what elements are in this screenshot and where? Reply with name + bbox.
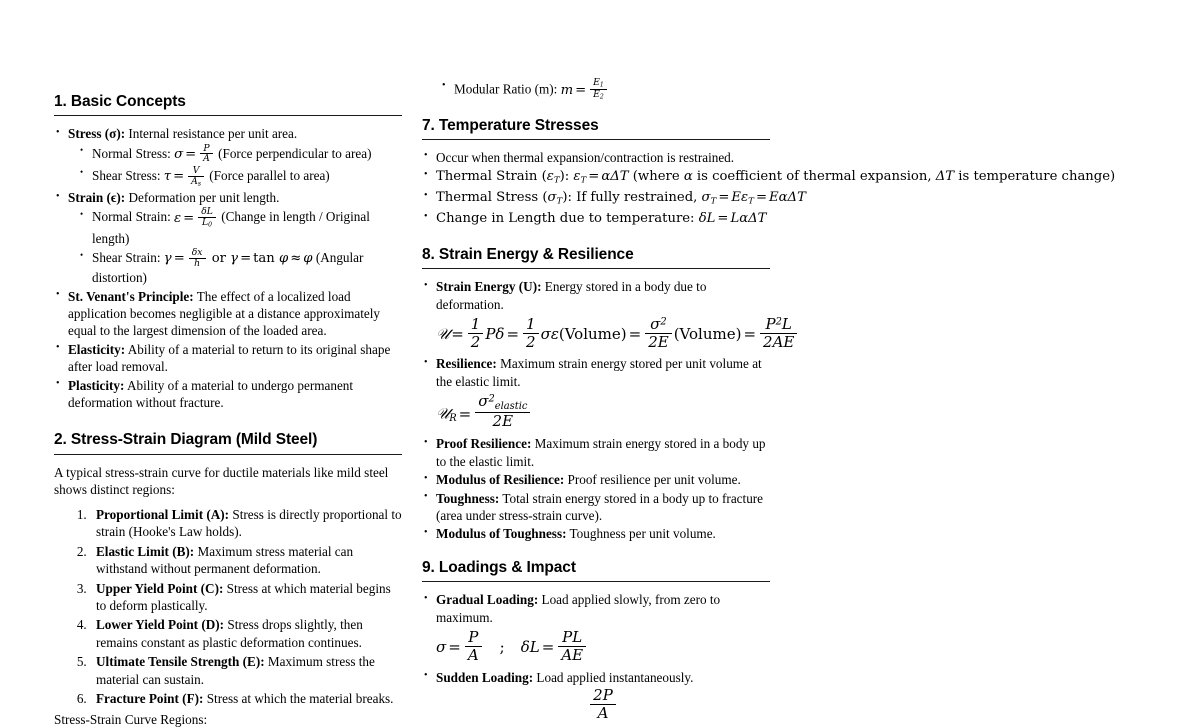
list-item [422,471,770,488]
region-text: Maximum stress the material can sustain. [96,654,375,687]
continued-list-from-previous-page [422,78,770,102]
resilience-term: Resilience: [436,356,497,372]
heading-rule [422,139,770,140]
modulus-resilience-term: Modulus of Resilience: [436,472,565,488]
region-term: Elastic Limit (B): [96,543,195,559]
loadings-impact-list [422,591,770,722]
section-heading-strain-energy: 8. Strain Energy & Resilience [422,245,634,263]
region-text: Stress is directly proportional to strain (Hooke's Law holds). [96,506,402,540]
section-heading-loadings-impact: 9. Loadings & Impact [422,558,576,576]
list-item [90,543,402,578]
list-item [422,435,770,470]
list-item [54,288,402,340]
stress-strain-intro: A typical stress-strain curve for ductile materials like mild steel shows distinct regions: [54,464,389,498]
list-item [54,125,402,188]
normal-stress-formula: σ = $\frac{P}{A}$ [174,147,215,162]
strain-energy-list [422,278,795,543]
region-term: Proportional Limit (A): [96,506,230,522]
strain-energy-text: Energy stored in a body due to deformation. [436,279,707,312]
basic-concepts-list [54,125,402,411]
list-item [440,78,770,102]
normal-stress-label: Normal Stress: [92,145,175,161]
modulus-resilience-text: Proof resilience per unit volume. [564,472,741,488]
list-item [422,167,1116,187]
gradual-loading-formula: σ = $\frac{P}{A}$ ; δL = $\frac{PL}{AE}$ [436,630,770,664]
section-heading-temperature-stresses: 7. Temperature Stresses [422,116,599,134]
term-elasticity-text: Ability of a material to return to its original shape after load removal. [68,341,391,375]
term-stress: Stress (σ): [68,126,126,142]
shear-stress-label: Shear Stress: [92,168,164,183]
right-column [422,77,1116,722]
toughness-text: Total strain energy stored in a body up to fracture (area under stress-strain curve). [436,490,764,523]
term-stress-text: Internal resistance per unit area. [125,126,298,142]
list-item [54,341,402,376]
shear-stress-formula: τ = $\frac{V}{A_s}$ [164,169,206,184]
gradual-loading-term: Gradual Loading: [436,592,539,608]
list-item [422,278,795,351]
term-st-venant: St. Venant's Principle: [68,288,194,304]
list-item [422,525,770,542]
strain-sublist [68,207,402,286]
thermal-stress-inline: Thermal Stress $(\sigma_T)$: If fully restrained, $\sigma_T = E\varepsilon_T = E\alpha\Delta T$ [436,190,806,207]
list-item [78,144,402,165]
proof-resilience-term: Proof Resilience: [436,436,532,452]
shear-strain-note: (Angular distortion) [92,250,364,286]
region-text: Stress at which material begins to deform plastically. [96,580,391,614]
list-item [90,580,402,615]
list-item [422,591,770,663]
modulus-toughness-text: Toughness per unit volume. [566,526,716,542]
list-item [422,209,770,227]
stress-sublist [68,144,402,188]
region-text: Maximum stress material can withstand without permanent deformation. [96,543,354,577]
sudden-loading-text: Load applied instantaneously. [533,669,694,685]
strain-energy-term: Strain Energy (U): [436,279,542,295]
list-item [54,377,402,412]
shear-stress-note: (Force parallel to area) [205,168,330,183]
term-strain: Strain (ϵ): [68,190,126,206]
temperature-stresses-list [422,149,1116,228]
section-heading-stress-strain-diagram: 2. Stress-Strain Diagram (Mild Steel) [54,431,318,449]
modulus-toughness-term: Modulus of Toughness: [436,526,567,542]
section-heading-basic-concepts: 1. Basic Concepts [54,93,186,110]
sudden-loading-formula-cutoff: $\frac{2P}{A}$ [436,688,770,698]
resilience-text: Maximum strain energy stored per unit volume at the elastic limit. [436,356,762,389]
list-item [78,166,402,188]
stress-strain-regions-list [54,506,402,708]
temp-bullet-text: Occur when thermal expansion/contraction is restrained. [436,149,735,165]
modular-ratio-formula: m = $\frac{E_1}{E_2}$ [561,83,609,98]
list-item [422,490,770,525]
heading-rule [54,454,402,455]
normal-strain-formula: ε = $\frac{\delta L}{L_0}$ [174,211,218,226]
length-change-inline: Change in Length due to temperature: δL = LαΔT [436,211,767,227]
heading-rule [422,268,770,269]
region-text: Stress at which the material breaks. [203,691,394,707]
normal-strain-label: Normal Strain: [92,209,175,225]
normal-stress-note: (Force perpendicular to area) [214,145,372,161]
sudden-loading-term: Sudden Loading: [436,669,534,685]
shear-strain-label: Shear Strain: [92,250,164,266]
list-item [54,189,402,286]
term-strain-text: Deformation per unit length. [125,190,280,206]
region-term: Fracture Point (F): [96,691,204,707]
list-item [90,616,402,651]
gradual-loading-text: Load applied slowly, from zero to maximum. [436,592,721,625]
term-plasticity-text: Ability of a material to undergo permanent deformation without fracture. [68,377,354,411]
heading-rule [422,581,770,582]
list-item [90,653,402,688]
list-item [90,690,402,707]
list-item [90,506,402,541]
list-item [422,669,770,722]
strain-energy-formula: 𝒰 = $\frac{1}{2}$ Pδ = $\frac{1}{2}$ σε(Volume) = $\frac{\sigma^2}{2E}$ (Volume) = $\frac{P^2L}{2AE}$ [436,317,770,351]
left-column [54,92,402,728]
list-item [422,355,770,430]
resilience-formula: 𝒰$_R$ = $\frac{\sigma^2_{elastic}}{2E}$ [436,394,770,430]
list-item [422,188,806,208]
term-plasticity: Plasticity: [68,377,125,393]
stress-strain-outro: Stress-Strain Curve Regions: [54,711,208,727]
term-elasticity: Elasticity: [68,341,126,357]
region-text: Stress drops slightly, then remains constant as plastic deformation continues. [96,617,363,650]
toughness-term: Toughness: [436,490,500,506]
region-term: Ultimate Tensile Strength (E): [96,654,265,670]
proof-resilience-text: Maximum strain energy stored in a body up to the elastic limit. [436,436,766,469]
shear-strain-formula: γ = $\frac{\delta x}{h}$ or γ = tan φ ≈ φ [163,247,313,269]
list-item [422,149,770,166]
thermal-strain-inline: Thermal Strain $(\varepsilon_T)$: $\varepsilon_T = \alpha\Delta T$ (where α is coefficient of thermal expansion, ΔT is temperature change) [436,169,1116,186]
region-term: Lower Yield Point (D): [96,617,225,633]
heading-rule [54,115,402,116]
modular-ratio-label: Modular Ratio (m): [454,81,558,97]
term-st-venant-text: The effect of a localized load application becomes negligible at a distance approximately equal to the largest dimension of the loaded area. [68,288,380,339]
region-term: Upper Yield Point (C): [96,580,224,596]
normal-strain-note: (Change in length / Original length) [92,209,370,246]
list-item [78,248,402,286]
list-item [78,207,402,247]
